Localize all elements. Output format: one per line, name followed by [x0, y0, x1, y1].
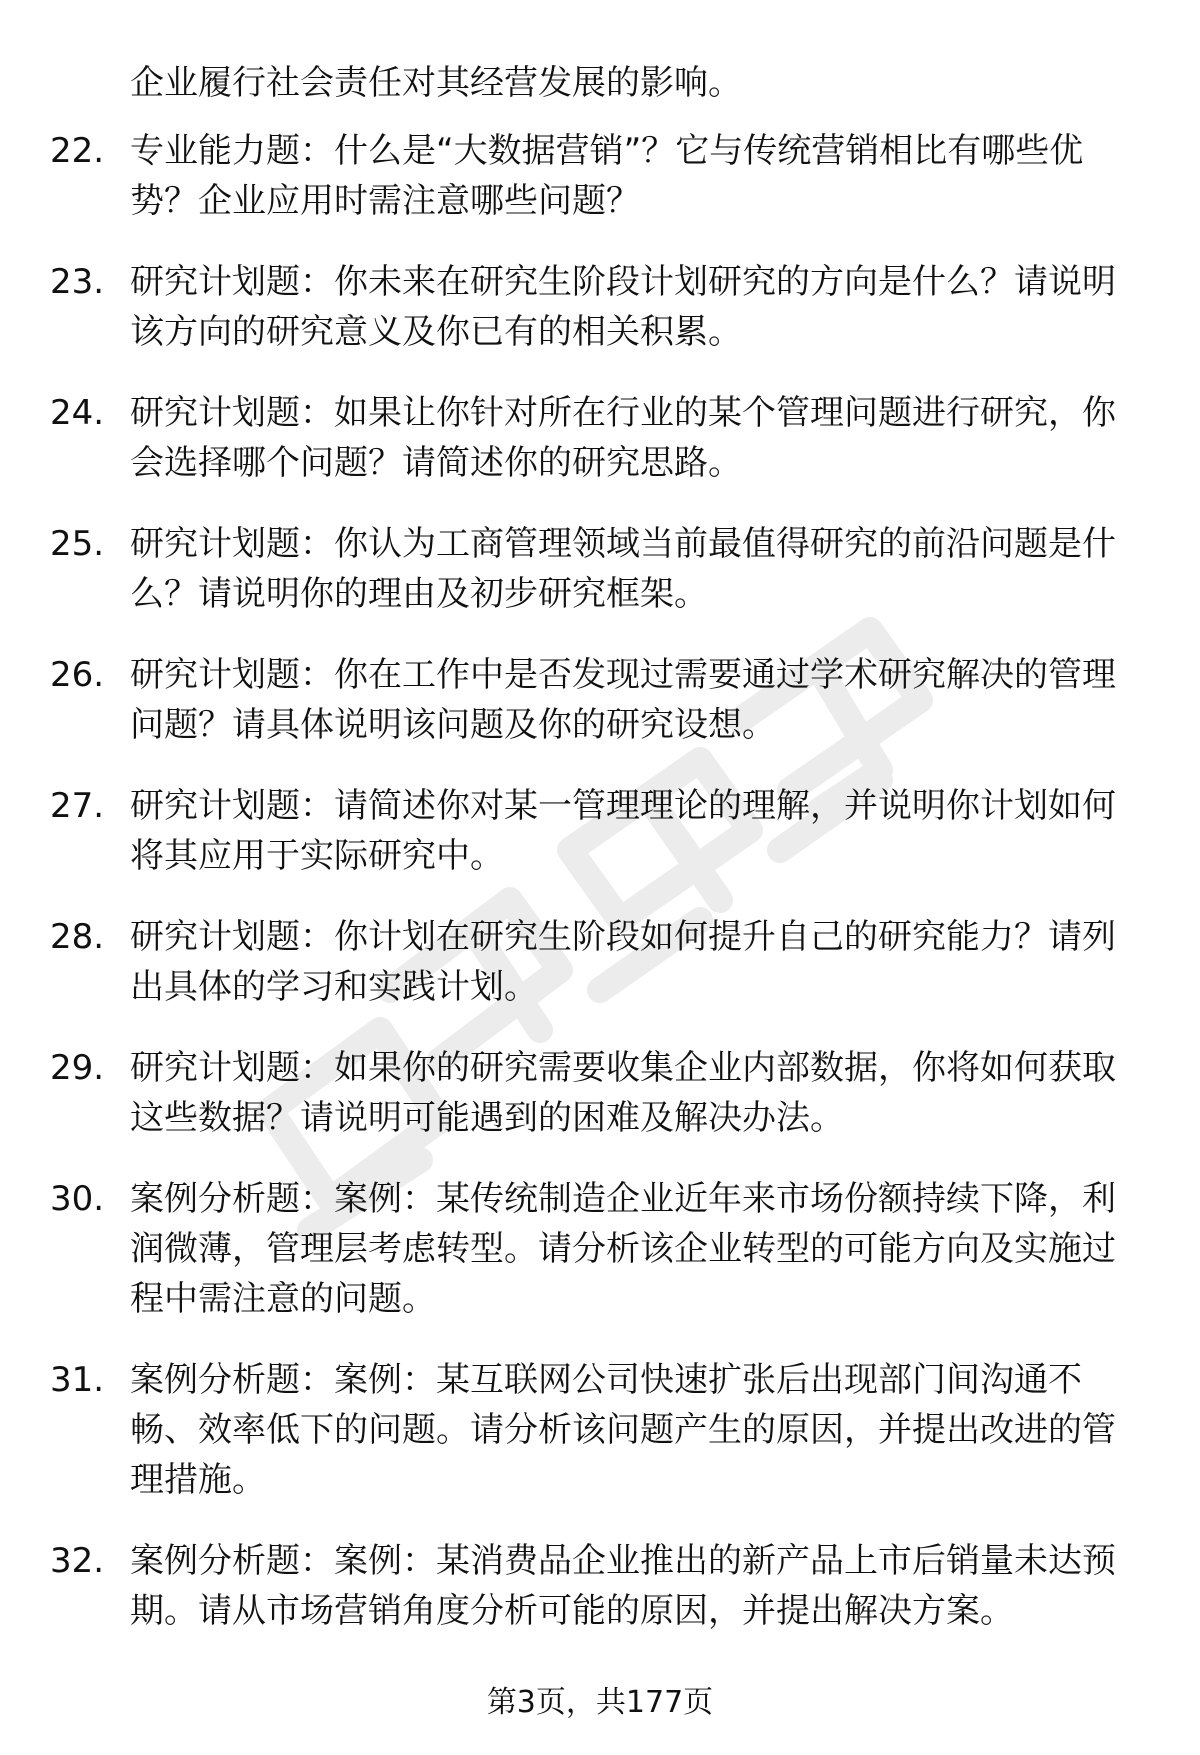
- list-item: [0, 1043, 1200, 1143]
- list-item: [0, 1174, 1200, 1324]
- item-number: 26.: [50, 655, 105, 695]
- question-list: [0, 58, 1200, 1667]
- item-text: 研究计划题：你计划在研究生阶段如何提升自己的研究能力？请列出具体的学习和实践计划。: [130, 917, 1116, 1007]
- item-number: 30.: [50, 1179, 105, 1219]
- item-text: 案例分析题：案例：某传统制造企业近年来市场份额持续下降，利润微薄，管理层考虑转型。请分析该企业转型的可能方向及实施过程中需注意的问题。: [130, 1179, 1116, 1319]
- list-item: [0, 1536, 1200, 1636]
- item-number: 29.: [50, 1048, 105, 1088]
- item-number: 24.: [50, 393, 105, 433]
- list-item: [0, 781, 1200, 881]
- item-number: 25.: [50, 524, 105, 564]
- item-number: 32.: [50, 1541, 105, 1581]
- item-text: 案例分析题：案例：某消费品企业推出的新产品上市后销量未达预期。请从市场营销角度分析可能的原因，并提出解决方案。: [130, 1541, 1116, 1631]
- item-text: 研究计划题：你认为工商管理领域当前最值得研究的前沿问题是什么？请说明你的理由及初步研究框架。: [130, 524, 1116, 614]
- item-text: 研究计划题：如果让你针对所在行业的某个管理问题进行研究，你会选择哪个问题？请简述你的研究思路。: [130, 393, 1116, 483]
- list-item: [0, 257, 1200, 357]
- item-text: 案例分析题：案例：某互联网公司快速扩张后出现部门间沟通不畅、效率低下的问题。请分析该问题产生的原因，并提出改进的管理措施。: [130, 1360, 1116, 1500]
- item-text: 研究计划题：如果你的研究需要收集企业内部数据，你将如何获取这些数据？请说明可能遇到的困难及解决办法。: [130, 1048, 1116, 1138]
- item-text: 研究计划题：你在工作中是否发现过需要通过学术研究解决的管理问题？请具体说明该问题及你的研究设想。: [130, 655, 1116, 745]
- list-item: [0, 388, 1200, 488]
- list-item: [0, 912, 1200, 1012]
- list-item: [0, 650, 1200, 750]
- item-number: 23.: [50, 262, 105, 302]
- item-number: 27.: [50, 786, 105, 826]
- item-text: 专业能力题：什么是“大数据营销”？它与传统营销相比有哪些优势？企业应用时需注意哪些问题？: [130, 131, 1084, 221]
- list-item: [0, 1355, 1200, 1505]
- list-item: [0, 519, 1200, 619]
- continued-text: 企业履行社会责任对其经营发展的影响。: [130, 63, 742, 103]
- page-footer: 第3页，共177页: [486, 1685, 714, 1720]
- item-number: 31.: [50, 1360, 105, 1400]
- item-number: 28.: [50, 917, 105, 957]
- item-number: 22.: [50, 131, 105, 171]
- item-text: 研究计划题：你未来在研究生阶段计划研究的方向是什么？请说明该方向的研究意义及你已有的相关积累。: [130, 262, 1116, 352]
- list-item: [0, 126, 1200, 226]
- item-text: 研究计划题：请简述你对某一管理理论的理解，并说明你计划如何将其应用于实际研究中。: [130, 786, 1116, 876]
